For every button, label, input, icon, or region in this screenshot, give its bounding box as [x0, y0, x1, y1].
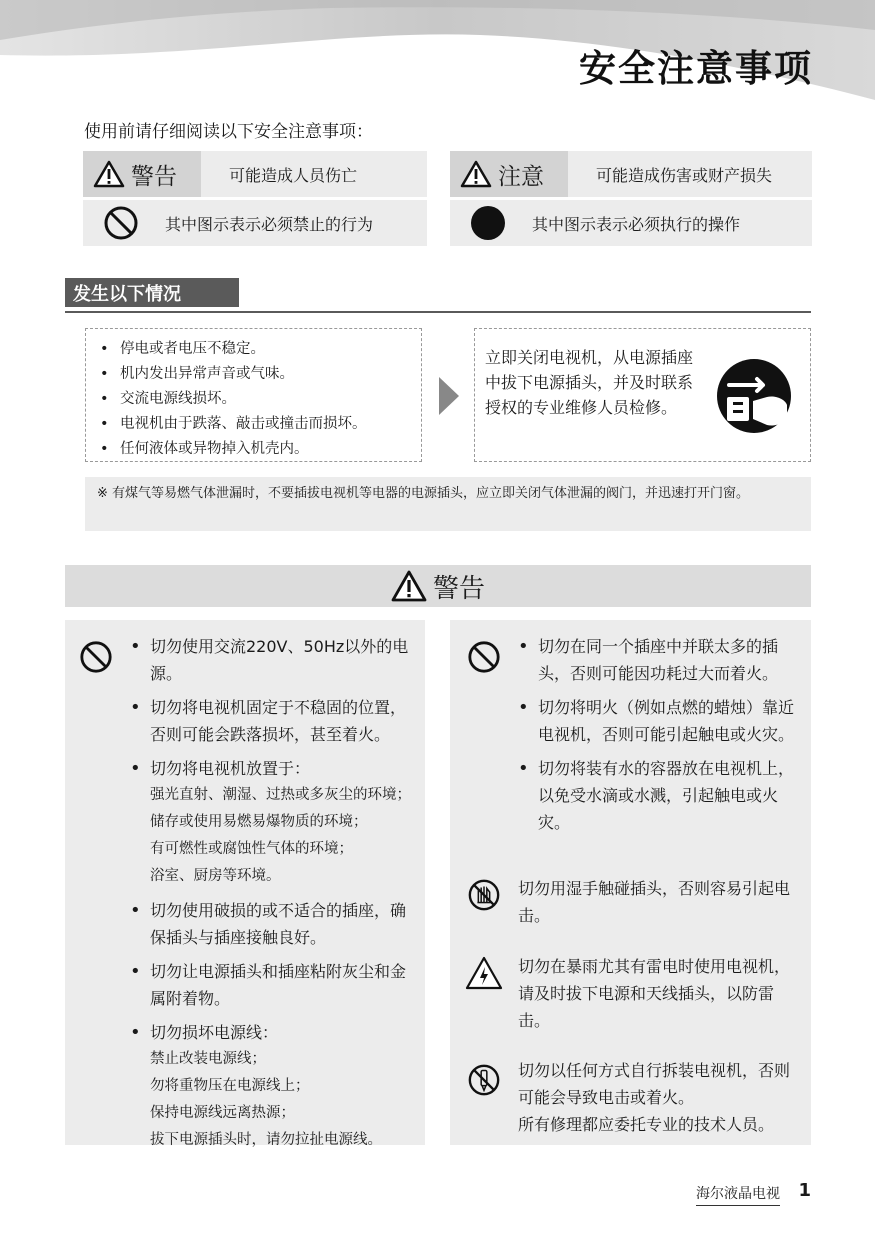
warning-item [128, 755, 418, 890]
intro-text: 使用前请仔细阅读以下安全注意事项： [84, 122, 373, 142]
situation-list-box [85, 328, 422, 462]
unplug-icon [715, 357, 793, 435]
lightning-warning-icon [465, 956, 503, 990]
page-title: 安全注意事项 [579, 47, 813, 90]
warning-banner [65, 565, 811, 607]
warning-item-text: • 切勿损坏电源线： [150, 1023, 279, 1042]
warning-item: • 切勿在同一个插座中并联太多的插头，否则可能因功耗过大而着火。 [516, 633, 802, 687]
warning-sub-item: 拔下电源插头时，请勿拉扯电源线。 [150, 1132, 382, 1148]
footer-brand: 海尔液晶电视 [696, 1183, 780, 1206]
warning-item: • 切勿让电源插头和插座粘附灰尘和金属附着物。 [128, 958, 418, 1012]
warning-item [128, 1019, 418, 1154]
warning-sub-item: 禁止改装电源线； [150, 1051, 266, 1067]
legend-caution-label-box [450, 151, 568, 197]
arrow-right-icon [437, 375, 461, 417]
situation-item: • 交流电源线损坏。 [96, 387, 421, 412]
legend-caution-desc: 可能造成伤害或财产损失 [568, 151, 812, 197]
wet-hands-warning: 切勿用湿手触碰插头，否则容易引起电击。 [518, 879, 791, 925]
warning-triangle-icon [391, 570, 427, 602]
disassemble-warning [518, 1057, 803, 1138]
section-divider [65, 311, 811, 313]
warning-sub-item: 保持电源线远离热源； [150, 1105, 295, 1121]
caution-triangle-icon [460, 160, 492, 188]
legend-prohibit-row [83, 200, 427, 246]
mandatory-dot-icon [470, 205, 506, 241]
warning-item: • 切勿将电视机固定于不稳固的位置，否则可能会跌落损坏，甚至着火。 [128, 694, 418, 748]
warning-item-text: • 切勿将电视机放置于： [150, 759, 311, 778]
legend-warning-desc: 可能造成人员伤亡 [201, 151, 427, 197]
situation-item: • 机内发出异常声音或气味。 [96, 362, 421, 387]
warning-item: • 切勿使用破损的或不适合的插座，确保插头与插座接触良好。 [128, 897, 418, 951]
situation-item: • 电视机由于跌落、敲击或撞击而损坏。 [96, 412, 421, 437]
prohibit-icon [79, 640, 113, 674]
warning-triangle-icon [93, 160, 125, 188]
warning-right-list [516, 633, 802, 843]
prohibit-icon [103, 205, 139, 241]
warning-sub-item: 储存或使用易燃易爆物质的环境； [150, 814, 368, 830]
warning-item: • 切勿将明火（例如点燃的蜡烛）靠近电视机，否则可能引起触电或火灾。 [516, 694, 802, 748]
section-title-situation: 发生以下情况 [65, 278, 239, 307]
situation-list [96, 337, 421, 462]
warning-sub-item: 浴室、厨房等环境。 [150, 868, 281, 884]
legend-mandatory-row [450, 200, 812, 246]
situation-item: • 停电或者电压不稳定。 [96, 337, 421, 362]
situation-item: • 任何液体或异物掉入机壳内。 [96, 437, 421, 462]
warning-sub-item: 强光直射、潮湿、过热或多灰尘的环境； [150, 787, 411, 803]
no-disassemble-icon [467, 1063, 501, 1097]
disassemble-warning-line: 切勿以任何方式自行拆装电视机，否则可能会导致电击或着火。 [518, 1061, 791, 1107]
warning-left-list [128, 633, 418, 1161]
situation-action-box [474, 328, 811, 462]
disassemble-warning-line: 所有修理都应委托专业的技术人员。 [518, 1115, 775, 1134]
legend-mandatory-desc: 其中图示表示必须执行的操作 [532, 214, 741, 234]
legend-caution-label: 注意 [498, 163, 544, 190]
legend-prohibit-desc: 其中图示表示必须禁止的行为 [165, 214, 374, 234]
warning-item: • 切勿使用交流220V、50Hz以外的电源。 [128, 633, 418, 687]
warning-sub-item: 有可燃性或腐蚀性气体的环境； [150, 841, 353, 857]
warning-panel-left [65, 620, 425, 1148]
legend-warning-label-box [83, 151, 201, 197]
page-number: 1 [798, 1180, 811, 1201]
no-wet-hands-icon [467, 878, 501, 912]
legend-warning-row [83, 151, 427, 197]
gas-leak-note: ※ 有煤气等易燃气体泄漏时，不要插拔电视机等电器的电源插头，应立即关闭气体泄漏的阀门，并迅速打开门窗。 [85, 477, 811, 531]
warning-sub-item: 勿将重物压在电源线上； [150, 1078, 310, 1094]
situation-action-text: 立即关闭电视机，从电源插座中拔下电源插头，并及时联系授权的专业维修人员检修。 [485, 348, 694, 417]
thunder-warning: 切勿在暴雨尤其有雷电时使用电视机，请及时拔下电源和天线插头，以防雷击。 [518, 957, 791, 1030]
legend-warning-label: 警告 [131, 163, 177, 190]
warning-item: • 切勿将装有水的容器放在电视机上，以免受水滴或水溅，引起触电或火灾。 [516, 755, 802, 836]
legend-caution-row [450, 151, 812, 197]
warning-banner-title: 警告 [432, 573, 485, 604]
warning-panel-right [450, 620, 811, 1145]
prohibit-icon [467, 640, 501, 674]
